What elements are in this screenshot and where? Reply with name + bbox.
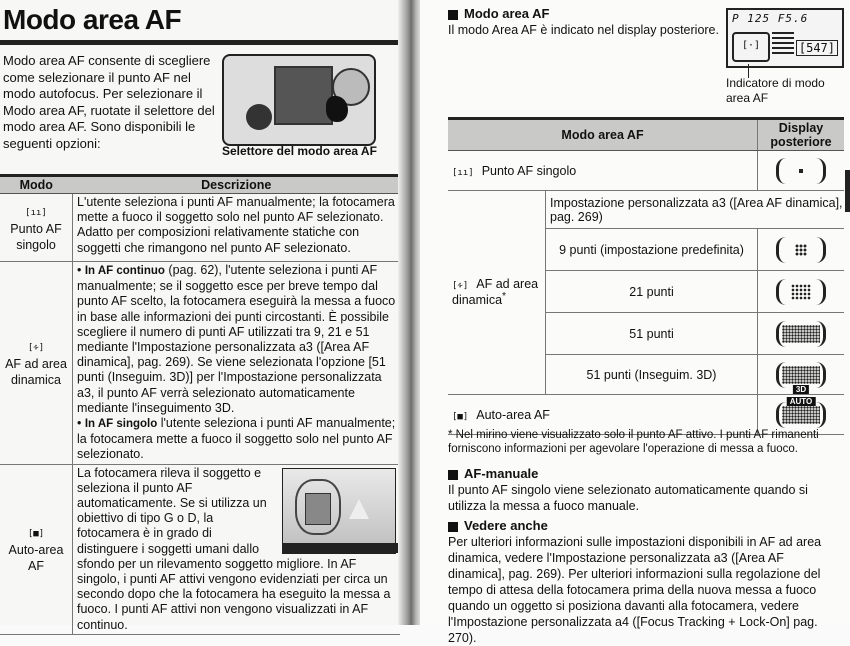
display-cell	[758, 271, 845, 313]
header-description: Descrizione	[73, 176, 401, 194]
header-mode: Modo area AF	[448, 119, 758, 151]
table-row	[0, 464, 400, 634]
book-gutter	[398, 0, 422, 625]
pencil-icon	[448, 10, 458, 20]
description-cell	[73, 262, 401, 465]
display-cell	[758, 151, 845, 191]
lcd-intro	[448, 6, 728, 38]
single-point-display-icon	[776, 158, 826, 184]
table-row	[0, 262, 400, 465]
option-label: 9 punti (impostazione predefinita)	[546, 229, 758, 271]
table-header-row	[0, 176, 400, 194]
footnote: * Nel mirino viene visualizzato solo il punto AF attivo. I punti AF rimanenti forniscono informazioni per agevolare l'operazione di messa a fuoco.	[448, 429, 819, 455]
left-page	[0, 0, 400, 632]
right-page	[420, 0, 850, 645]
section-title: Modo area AF	[448, 6, 728, 22]
lcd-count: [547]	[796, 40, 838, 56]
table-row	[448, 151, 844, 191]
mode-cell	[0, 262, 73, 465]
table-row	[448, 191, 844, 229]
bullet-item: • In AF singolo l'utente seleziona i punti AF manualmente; la fotocamera mette a fuoco il soggetto solo nel punto AF selezionato.	[77, 416, 396, 462]
section-text: Per ulteriori informazioni sulle impostazioni disponibili in AF ad area dinamica, vedere l'Impostazione personalizzata a3 ([Area AF dinamica], pag. 269). Per ulteriori informazioni sulla regolazione del tempo di attesa della fotocamera prima della nuova messa a fuoco quando un oggetto si posiziona davanti alla fotocamera, vedere l'Impostazione personalizzata a4 ([Focus Tracking + Lock-On] pag. 270).	[448, 535, 822, 645]
option-label: 51 punti (Inseguim. 3D)	[546, 355, 758, 395]
fiftyone-point-display-icon	[776, 321, 826, 347]
row-label: [■] Auto-area AF	[448, 395, 758, 435]
auto-area-icon: [■]	[452, 411, 469, 422]
auto-area-icon: [■]	[27, 529, 45, 540]
display-cell	[758, 355, 845, 395]
camera-illustration	[222, 54, 376, 146]
pencil-icon	[448, 522, 458, 532]
mode-label: AF ad area dinamica	[5, 356, 67, 387]
face-detection-box	[305, 493, 331, 525]
page-edge-tab	[845, 170, 850, 212]
single-point-icon: [ıı]	[452, 167, 474, 178]
display-cell	[758, 313, 845, 355]
mode-cell	[0, 194, 73, 262]
3d-tracking-display-icon: 3D	[776, 362, 826, 388]
selector-arrow-icon	[326, 96, 348, 122]
description-cell	[73, 464, 401, 634]
section-title: Vedere anche	[448, 518, 844, 534]
nine-point-display-icon	[776, 237, 826, 263]
custom-setting-label: Impostazione personalizzata a3 ([Area AF dinamica], pag. 269)	[546, 191, 845, 229]
pencil-icon	[448, 470, 458, 480]
intro-paragraph: Modo area AF consente di scegliere come selezionare il punto AF nel modo autofocus. Per selezionare il Modo area AF, ruotate il selettore del modo area AF. Sono disponibili le seguenti opzioni:	[3, 53, 215, 151]
page-title: Modo area AF	[3, 4, 182, 35]
af-manual-section	[448, 466, 844, 514]
header-mode: Modo	[0, 176, 73, 194]
option-label: 51 punti	[546, 313, 758, 355]
section-title: AF-manuale	[448, 466, 844, 482]
mode-label: Punto AF singolo	[10, 221, 62, 252]
header-display: Display posteriore	[758, 119, 845, 151]
row-label: [∻] AF ad area dinamica*	[448, 191, 546, 395]
bleed-through-text	[180, 4, 400, 34]
auto-area-display-icon: AUTO	[776, 402, 826, 428]
table-row	[0, 194, 400, 262]
section-text: Il punto AF singolo viene selezionato automaticamente quando si utilizza la messa a fuoco manuale.	[448, 483, 808, 513]
description-cell: L'utente seleziona i punti AF manualmente; la fotocamera mette a fuoco il soggetto solo nel punto AF selezionato. Adatto per composizioni relativamente statiche con soggetti che rimangono nel punto AF selezionato.	[73, 194, 401, 262]
camera-screen	[274, 66, 333, 125]
bullet-label: In AF continuo	[84, 265, 165, 277]
section-text: Il modo Area AF è indicato nel display posteriore.	[448, 23, 719, 37]
mode-cell	[0, 464, 73, 634]
row-label: [ıı] Punto AF singolo	[448, 151, 758, 191]
bullet-label: In AF singolo	[84, 418, 158, 431]
dynamic-area-icon: [∻]	[27, 342, 45, 353]
bullet-text: l'utente seleziona i punti AF manualmente; la fotocamera mette a fuoco il soggetto solo nel punto AF selezionato.	[77, 416, 396, 462]
lcd-exposure-readout: P 125 F5.6	[732, 12, 809, 25]
see-also-section	[448, 518, 844, 646]
option-label: 21 punti	[546, 271, 758, 313]
dynamic-area-icon: [∻]	[452, 281, 469, 292]
lcd-af-indicator: [·]	[732, 32, 770, 62]
viewfinder-info-bar	[283, 543, 401, 553]
viewfinder-photo	[282, 468, 396, 554]
twentyone-point-display-icon	[776, 279, 826, 305]
illustration-caption: Selettore del modo area AF	[222, 144, 377, 158]
display-cell	[758, 229, 845, 271]
title-rule	[0, 40, 400, 45]
rear-lcd-display	[726, 8, 844, 68]
sailboat-shape	[349, 499, 369, 519]
mode-table	[0, 174, 400, 635]
mode-label: Auto-area AF	[8, 543, 64, 574]
single-point-icon: [ıı]	[25, 207, 47, 218]
af-display-table	[448, 117, 844, 435]
af-area-selector	[246, 104, 272, 130]
bullet-item: • In AF continuo (pag. 62), l'utente seleziona i punti AF manualmente; se il soggetto esce per breve tempo dal punto AF scelto, la fotocamera eseguirà la messa a fuoco in base alle informazioni dei punti circostanti. È possibile scegliere il numero di punti AF utilizzati tra 9, 21 e 51 mediante l'Impostazione personalizzata a3 ([Area AF dinamica], pag. 269). Se viene selezionata l'opzione [51 punti (Inseguim. 3D)] per l'Impostazione personalizzata a3, il punto AF verrà selezionato automaticamente mediante l'inseguimento 3D.	[77, 263, 396, 415]
lcd-bars	[772, 32, 794, 56]
table-header-row	[448, 119, 844, 151]
description-text: La fotocamera rileva il soggetto e seleziona il punto AF automaticamente. Se si utilizza un obiettivo di tipo G o D, la fotocamera è in grado di distinguere i soggetti umani dallo sfondo per un rilevamento soggetto migliore. In AF singolo, i punti AF attivi vengono evidenziati per circa un secondo dopo che la fotocamera ha eseguito la messa a fuoco. I punti AF attivi non vengono visualizzati in AF continuo.	[77, 465, 391, 632]
lcd-caption: Indicatore di modo area AF	[726, 76, 825, 105]
bullet-text: (pag. 62), l'utente seleziona i punti AF manualmente; se il soggetto esce per breve tempo dal punto AF scelto, la fotocamera eseguirà la messa a fuoco in base alle informazioni dei punti circostanti. È possibile scegliere il numero di punti AF utilizzati tra 9, 21 e 51 mediante l'Impostazione personalizzata a3 ([Area AF dinamica], pag. 269). Se viene selezionata l'opzione [51 punti (Inseguim. 3D)] per l'Impostazione personalizzata a3, il punto AF verrà selezionato automaticamente mediante l'inseguimento 3D.	[77, 263, 396, 415]
